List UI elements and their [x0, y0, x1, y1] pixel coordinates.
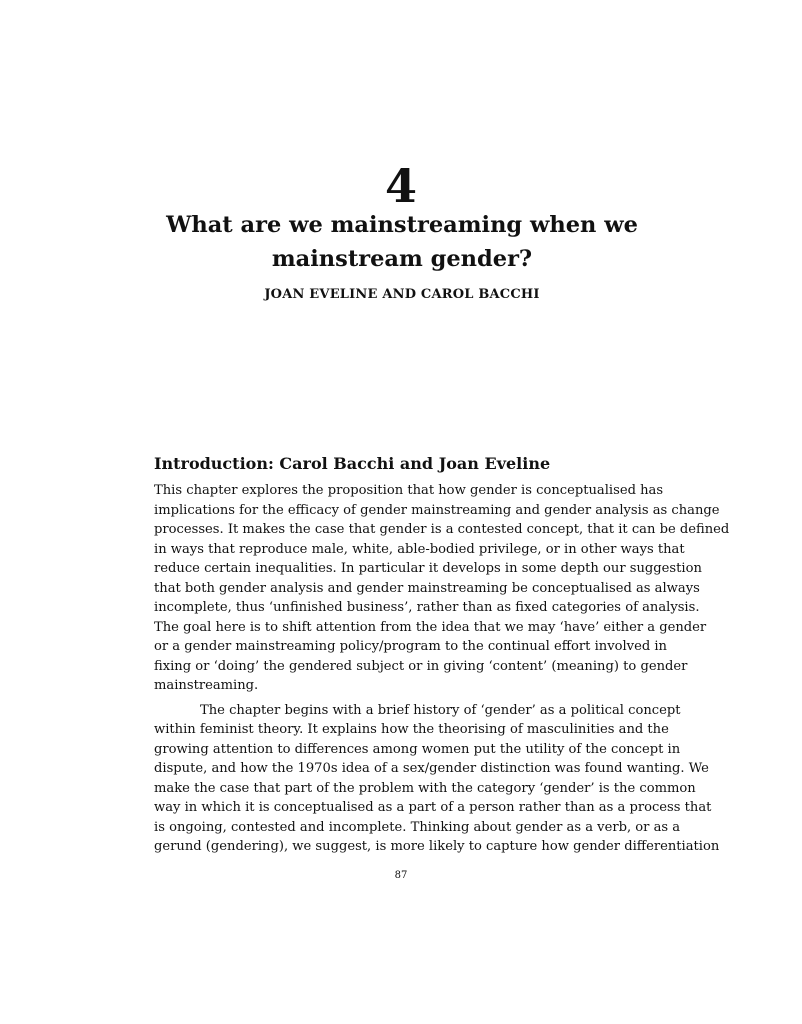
text-line: incomplete, thus ‘unfinished business’, rather than as fixed categories of analysis. [154, 600, 700, 615]
text-line: that both gender analysis and gender mainstreaming be conceptualised as always [154, 580, 700, 596]
text-line: This chapter explores the proposition that how gender is conceptualised has [154, 483, 664, 498]
text-line: within feminist theory. It explains how the theorising of masculinities and the [154, 722, 669, 737]
text-line: implications for the efficacy of gender mainstreaming and gender analysis as change [154, 502, 720, 518]
text-line: make the case that part of the problem with the category ‘gender’ is the common [154, 780, 696, 796]
chapter-authors: JOAN EVELINE AND CAROL BACCHI [264, 287, 540, 302]
chapter-title-line: mainstream gender? [271, 246, 533, 272]
text-line: gerund (gendering), we suggest, is more likely to capture how gender differentiation [154, 839, 720, 854]
body-text [154, 481, 730, 857]
paragraph-1 [154, 481, 730, 696]
text-line: in ways that reproduce male, white, able-bodied privilege, or in other ways that [154, 541, 685, 557]
text-line: dispute, and how the 1970s idea of a sex/gender distinction was found wanting. We [154, 761, 709, 776]
chapter-number: 4 [384, 159, 417, 213]
text-line: fixing or ‘doing’ the gendered subject or in giving ‘content’ (meaning) to gender [154, 658, 688, 674]
text-line: processes. It makes the case that gender is a contested concept, that it can be defined [154, 522, 730, 537]
chapter-title-line: What are we mainstreaming when we [166, 212, 638, 238]
text-line: growing attention to differences among women put the utility of the concept in [154, 741, 681, 757]
paragraph-2 [154, 701, 720, 857]
text-line: is ongoing, contested and incomplete. Thinking about gender as a verb, or as a [154, 819, 681, 835]
section-heading: Introduction: Carol Bacchi and Joan Eveline [154, 454, 551, 473]
page-number: 87 [394, 870, 408, 881]
text-line: or a gender mainstreaming policy/program to the continual effort involved in [154, 639, 667, 654]
chapter-title [150, 208, 654, 276]
text-line: The chapter begins with a brief history of ‘gender’ as a political concept [200, 702, 681, 718]
text-line: reduce certain inequalities. In particular it develops in some depth our suggestion [154, 561, 702, 576]
text-line: The goal here is to shift attention from the idea that we may ‘have’ either a gender [154, 619, 707, 635]
text-line: way in which it is conceptualised as a part of a person rather than as a process that [154, 800, 712, 815]
text-line: mainstreaming. [154, 678, 259, 693]
